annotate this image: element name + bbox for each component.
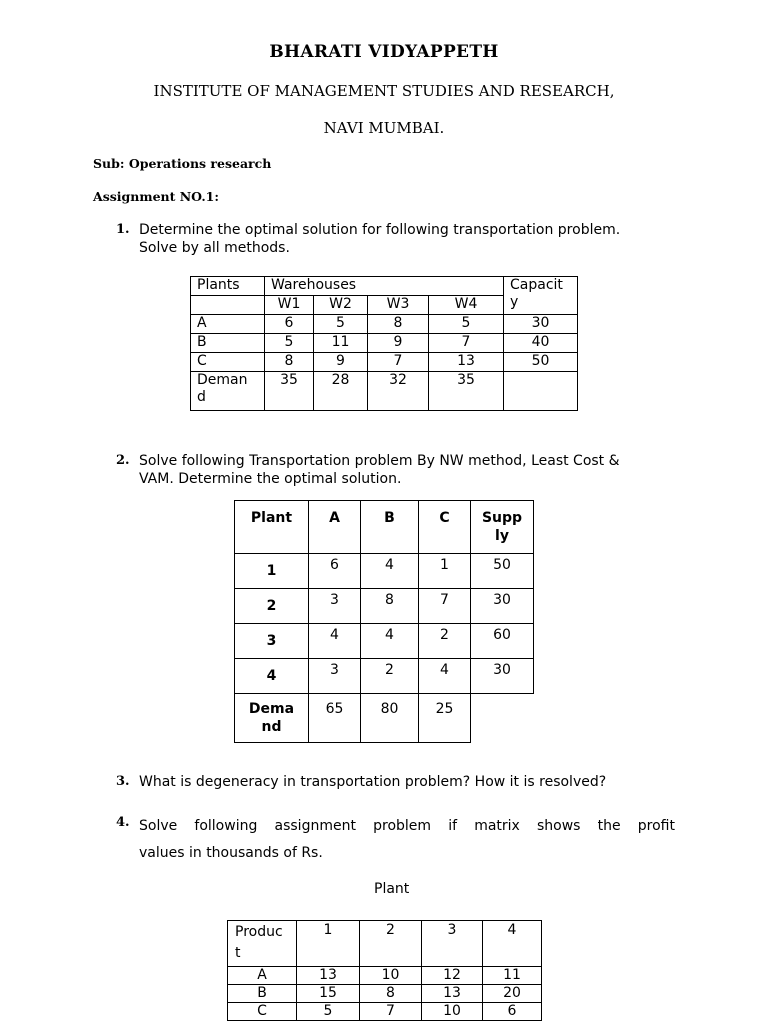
row-label: 2 bbox=[235, 589, 309, 624]
profit-cell: 12 bbox=[422, 967, 483, 985]
product-header bbox=[228, 921, 297, 967]
question-3-text bbox=[139, 773, 606, 791]
warehouses-header: Warehouses bbox=[265, 277, 504, 296]
row-label: B bbox=[228, 985, 297, 1003]
question-number-2: 2. bbox=[116, 453, 130, 468]
demand-cell: 28 bbox=[314, 372, 368, 411]
city-name: NAVI MUMBAI. bbox=[323, 119, 445, 137]
capacity-header-line-1: Capacit bbox=[510, 277, 563, 293]
transportation-table-2 bbox=[234, 500, 534, 743]
demand-cell: 25 bbox=[419, 694, 471, 743]
document-title: BHARATI VIDYAPPETH bbox=[269, 42, 499, 62]
table-row bbox=[235, 624, 534, 659]
profit-cell: 8 bbox=[360, 985, 422, 1003]
column-header: 4 bbox=[483, 921, 542, 967]
row-label: C bbox=[191, 353, 265, 372]
question-3-line-1: What is degeneracy in transportation problem? How it is resolved? bbox=[139, 774, 607, 790]
empty-cell bbox=[471, 694, 534, 743]
column-header: W3 bbox=[368, 296, 429, 315]
capacity-header-line-2: y bbox=[510, 294, 519, 310]
profit-cell: 7 bbox=[360, 1003, 422, 1021]
cost-cell: 2 bbox=[419, 624, 471, 659]
cost-cell: 5 bbox=[265, 334, 314, 353]
question-1-text bbox=[139, 221, 620, 257]
demand-cell: 80 bbox=[361, 694, 419, 743]
plant-header: Plant bbox=[235, 501, 309, 554]
supply-cell: 50 bbox=[471, 554, 534, 589]
profit-cell: 11 bbox=[483, 967, 542, 985]
demand-label-line-1: Dema bbox=[248, 701, 295, 717]
column-header: B bbox=[361, 501, 419, 554]
capacity-cell: 50 bbox=[504, 353, 578, 372]
column-header: 1 bbox=[297, 921, 360, 967]
table-row bbox=[235, 589, 534, 624]
empty-cell bbox=[191, 296, 265, 315]
profit-cell: 13 bbox=[422, 985, 483, 1003]
supply-header-line-2: ly bbox=[495, 528, 509, 544]
question-1-line-1: Determine the optimal solution for following transportation problem. bbox=[139, 222, 621, 238]
assignment-heading: Assignment NO.1: bbox=[93, 189, 219, 204]
column-header: W2 bbox=[314, 296, 368, 315]
row-label: 4 bbox=[235, 659, 309, 694]
table-row bbox=[228, 985, 542, 1003]
question-4-text bbox=[139, 813, 675, 867]
cost-cell: 7 bbox=[429, 334, 504, 353]
question-4-line-2: values in thousands of Rs. bbox=[139, 845, 323, 861]
cost-cell: 3 bbox=[309, 659, 361, 694]
question-number-3: 3. bbox=[116, 774, 130, 789]
question-1-line-2: Solve by all methods. bbox=[139, 240, 290, 256]
row-label: A bbox=[191, 315, 265, 334]
product-header-line-1: Produc bbox=[235, 924, 283, 940]
demand-label-line-2: d bbox=[197, 389, 206, 405]
column-header: C bbox=[419, 501, 471, 554]
cost-cell: 7 bbox=[419, 589, 471, 624]
question-2-line-1: Solve following Transportation problem By NW method, Least Cost & bbox=[139, 453, 620, 469]
demand-cell: 35 bbox=[265, 372, 314, 411]
profit-cell: 13 bbox=[297, 967, 360, 985]
demand-label-line-1: Deman bbox=[197, 372, 248, 388]
capacity-cell: 40 bbox=[504, 334, 578, 353]
subject-line: Sub: Operations research bbox=[93, 156, 272, 171]
assignment-table bbox=[227, 920, 542, 1021]
demand-label-line-2: nd bbox=[261, 719, 282, 735]
cost-cell: 1 bbox=[419, 554, 471, 589]
question-2-line-2: VAM. Determine the optimal solution. bbox=[139, 471, 402, 487]
cost-cell: 5 bbox=[429, 315, 504, 334]
column-header: W4 bbox=[429, 296, 504, 315]
cost-cell: 8 bbox=[368, 315, 429, 334]
cost-cell: 4 bbox=[309, 624, 361, 659]
cost-cell: 9 bbox=[314, 353, 368, 372]
cost-cell: 11 bbox=[314, 334, 368, 353]
cost-cell: 5 bbox=[314, 315, 368, 334]
demand-cell: 32 bbox=[368, 372, 429, 411]
row-label: 1 bbox=[235, 554, 309, 589]
question-number-1: 1. bbox=[116, 222, 130, 237]
demand-cell: 35 bbox=[429, 372, 504, 411]
row-label: B bbox=[191, 334, 265, 353]
profit-cell: 15 bbox=[297, 985, 360, 1003]
table-row bbox=[235, 659, 534, 694]
question-4-line-1: Solve following assignment problem if matrix shows the profit bbox=[139, 818, 675, 834]
cost-cell: 8 bbox=[361, 589, 419, 624]
demand-row bbox=[235, 694, 534, 743]
cost-cell: 4 bbox=[361, 554, 419, 589]
institute-name: INSTITUTE OF MANAGEMENT STUDIES AND RESEARCH, bbox=[153, 82, 615, 100]
column-header: A bbox=[309, 501, 361, 554]
cost-cell: 2 bbox=[361, 659, 419, 694]
supply-header-line-1: Supp bbox=[481, 510, 523, 526]
column-header: W1 bbox=[265, 296, 314, 315]
row-label: C bbox=[228, 1003, 297, 1021]
cost-cell: 7 bbox=[368, 353, 429, 372]
table-row bbox=[191, 334, 578, 353]
demand-row bbox=[191, 372, 578, 411]
question-2-text bbox=[139, 452, 620, 488]
profit-cell: 5 bbox=[297, 1003, 360, 1021]
supply-cell: 30 bbox=[471, 659, 534, 694]
row-label: 3 bbox=[235, 624, 309, 659]
table-row bbox=[191, 315, 578, 334]
cost-cell: 3 bbox=[309, 589, 361, 624]
profit-cell: 10 bbox=[422, 1003, 483, 1021]
column-header: 3 bbox=[422, 921, 483, 967]
capacity-header bbox=[504, 277, 578, 315]
table-row bbox=[228, 967, 542, 985]
cost-cell: 4 bbox=[419, 659, 471, 694]
row-label: A bbox=[228, 967, 297, 985]
profit-cell: 6 bbox=[483, 1003, 542, 1021]
cost-cell: 8 bbox=[265, 353, 314, 372]
profit-cell: 10 bbox=[360, 967, 422, 985]
demand-label bbox=[191, 372, 265, 411]
column-header: 2 bbox=[360, 921, 422, 967]
cost-cell: 13 bbox=[429, 353, 504, 372]
cost-cell: 6 bbox=[265, 315, 314, 334]
demand-cell: 65 bbox=[309, 694, 361, 743]
supply-header bbox=[471, 501, 534, 554]
cost-cell: 6 bbox=[309, 554, 361, 589]
capacity-cell: 30 bbox=[504, 315, 578, 334]
profit-cell: 20 bbox=[483, 985, 542, 1003]
question-number-4: 4. bbox=[116, 815, 130, 830]
product-header-line-2: t bbox=[235, 945, 241, 961]
table-row bbox=[235, 554, 534, 589]
supply-cell: 60 bbox=[471, 624, 534, 659]
cost-cell: 9 bbox=[368, 334, 429, 353]
table-row bbox=[191, 353, 578, 372]
table-row bbox=[228, 1003, 542, 1021]
demand-label bbox=[235, 694, 309, 743]
cost-cell: 4 bbox=[361, 624, 419, 659]
assignment-table-caption: Plant bbox=[374, 881, 410, 897]
empty-cell bbox=[504, 372, 578, 411]
supply-cell: 30 bbox=[471, 589, 534, 624]
plants-header: Plants bbox=[191, 277, 265, 296]
transportation-table-1 bbox=[190, 276, 578, 411]
